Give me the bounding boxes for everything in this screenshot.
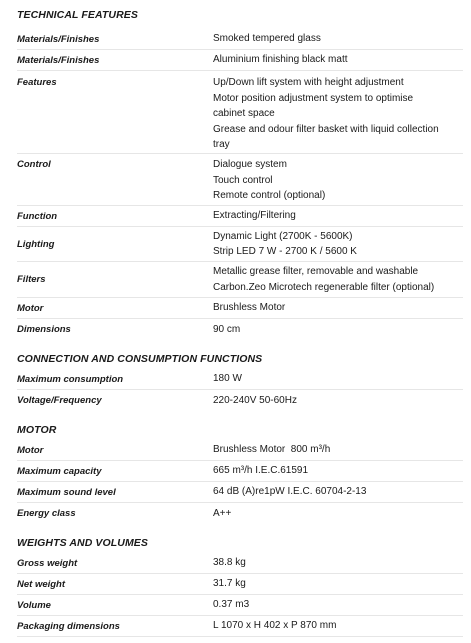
spec-label: Materials/Finishes [17, 54, 100, 66]
spec-row [17, 461, 463, 482]
section-technical-features [17, 8, 463, 340]
spec-row [17, 503, 463, 524]
spec-value: 38.8 kg [213, 557, 246, 569]
spec-label: Packaging dimensions [17, 620, 120, 632]
spec-value: 180 W [213, 373, 242, 385]
spec-value: Extracting/Filtering [213, 210, 296, 222]
section-motor [17, 423, 463, 524]
spec-row [17, 553, 463, 574]
spec-value: 90 cm [213, 323, 241, 335]
spec-value: Smoked tempered glass [213, 33, 321, 45]
spec-row [17, 298, 463, 319]
spec-value: Brushless Motor [213, 302, 286, 314]
spec-row [17, 29, 463, 50]
spec-label: Gross weight [17, 557, 78, 569]
spec-row [17, 50, 463, 71]
spec-value: L 1070 x H 402 x P 870 mm [213, 620, 337, 632]
spec-value: 0.37 m3 [213, 599, 250, 611]
spec-label: Volume [17, 599, 51, 611]
spec-label: Maximum sound level [17, 486, 116, 498]
spec-value: Up/Down lift system with height adjustment Motor position adjustment system to optimise cabinet space Grease and odour filter basket with liquid collection tray [213, 77, 439, 150]
spec-row [17, 390, 463, 411]
spec-label: Motor [17, 444, 44, 456]
spec-value: 64 dB (A)re1pW I.E.C. 60704-2-13 [213, 486, 367, 498]
spec-row [17, 319, 463, 340]
spec-label: Materials/Finishes [17, 33, 100, 45]
spec-label: Features [17, 77, 57, 88]
spec-row [17, 482, 463, 503]
spec-value: 665 m³/h I.E.C.61591 [213, 465, 309, 477]
spec-row [17, 595, 463, 616]
spec-value: A++ [213, 507, 232, 519]
spec-label: Maximum consumption [17, 373, 124, 385]
spec-value: Aluminium finishing black matt [213, 54, 348, 66]
spec-row [17, 574, 463, 595]
spec-label: Dimensions [17, 324, 71, 335]
spec-label: Maximum capacity [17, 465, 102, 477]
spec-label: Net weight [17, 578, 66, 590]
spec-row [17, 440, 463, 461]
section-title: CONNECTION AND CONSUMPTION FUNCTIONS [17, 353, 263, 365]
spec-value: Brushless Motor 800 m³/h [213, 444, 331, 456]
spec-label: Function [17, 210, 58, 222]
spec-value: 220-240V 50-60Hz [213, 394, 297, 406]
spec-row [17, 206, 463, 227]
spec-label: Control [17, 159, 51, 170]
spec-value: 31.7 kg [213, 578, 246, 590]
section-title: MOTOR [17, 424, 57, 436]
spec-value: Metallic grease filter, removable and washable Carbon.Zeo Microtech regenerable filter (optional) [213, 266, 435, 293]
section-weights-volumes [17, 536, 463, 637]
spec-row [17, 369, 463, 390]
spec-value: Dialogue system Touch control Remote control (optional) [213, 159, 326, 201]
spec-row [17, 262, 463, 298]
section-title: WEIGHTS AND VOLUMES [17, 537, 149, 549]
spec-label: Lighting [17, 238, 55, 250]
spec-row [17, 154, 463, 206]
spec-label: Motor [17, 302, 44, 314]
spec-value: Dynamic Light (2700K - 5600K) Strip LED 7 W - 2700 K / 5600 K [213, 230, 357, 257]
spec-row [17, 227, 463, 262]
section-connection-consumption [17, 352, 463, 411]
spec-row [17, 71, 463, 154]
spec-row [17, 616, 463, 637]
section-title: TECHNICAL FEATURES [17, 9, 138, 21]
spec-label: Voltage/Frequency [17, 395, 102, 406]
spec-label: Filters [17, 274, 46, 285]
spec-label: Energy class [17, 508, 76, 519]
